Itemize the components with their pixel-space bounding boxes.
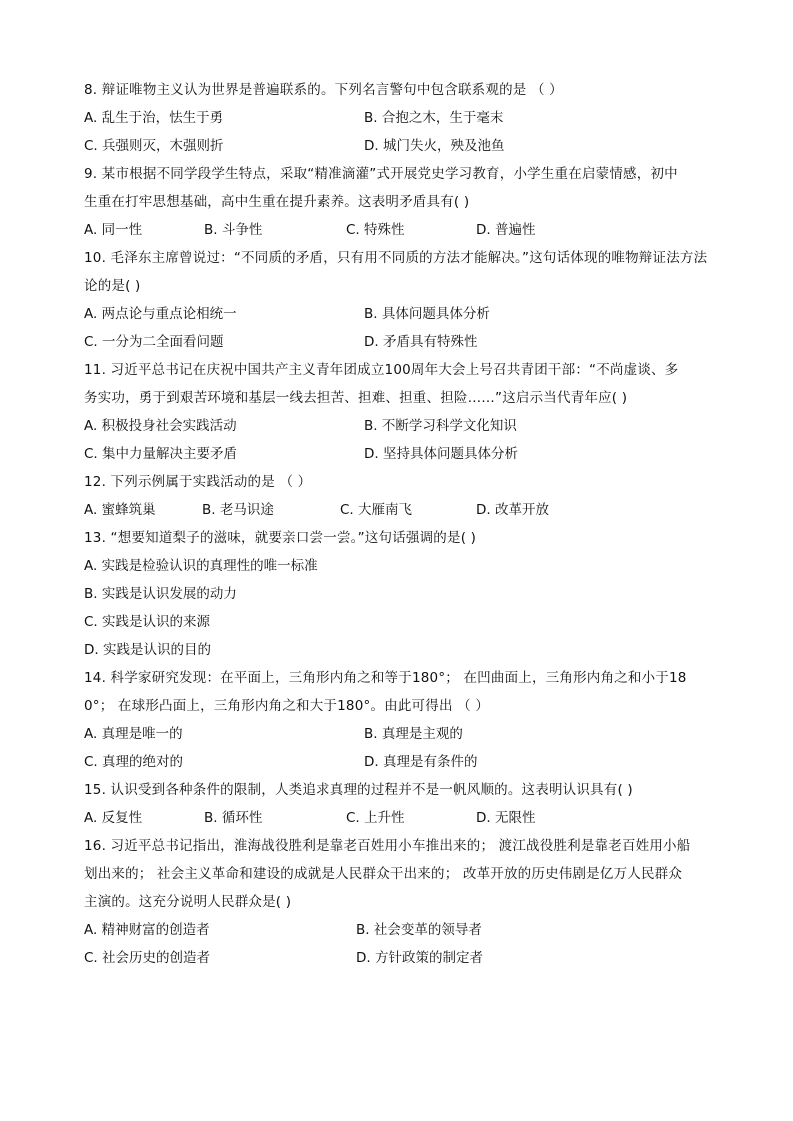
option-row	[84, 440, 724, 468]
question-15	[84, 776, 724, 832]
option-d[interactable]: D. 改革开放	[476, 502, 549, 518]
option-a[interactable]: A. 精神财富的创造者	[84, 922, 210, 938]
option-row	[84, 552, 724, 580]
option-d[interactable]: D. 无限性	[476, 810, 536, 826]
question-stem: 14. 科学家研究发现：在平面上，三角形内角之和等于180°； 在凹曲面上，三角形内角之和小于18	[84, 670, 687, 686]
option-c[interactable]: C. 兵强则灭，木强则折	[84, 138, 224, 154]
option-row	[84, 580, 724, 608]
question-11	[84, 356, 724, 468]
option-b[interactable]: B. 社会变革的领导者	[356, 922, 482, 938]
question-10	[84, 244, 724, 356]
option-c[interactable]: C. 上升性	[346, 810, 405, 826]
option-row	[84, 412, 724, 440]
option-b[interactable]: B. 不断学习科学文化知识	[364, 418, 517, 434]
question-stem: 论的是( )	[84, 278, 141, 294]
option-b[interactable]: B. 循环性	[204, 810, 263, 826]
option-a[interactable]: A. 同一性	[84, 222, 143, 238]
exam-page	[84, 76, 724, 972]
option-d[interactable]: D. 坚持具体问题具体分析	[364, 446, 518, 462]
option-b[interactable]: B. 斗争性	[204, 222, 263, 238]
option-b[interactable]: B. 具体问题具体分析	[364, 306, 490, 322]
option-d[interactable]: D. 方针政策的制定者	[356, 950, 483, 966]
option-c[interactable]: C. 真理的绝对的	[84, 754, 184, 770]
option-c[interactable]: C. 实践是认识的来源	[84, 614, 211, 630]
question-14	[84, 664, 724, 776]
option-row	[84, 132, 724, 160]
question-9	[84, 160, 724, 244]
question-stem: 9. 某市根据不同学段学生特点，采取“精准滴灌”式开展党史学习教育，小学生重在启蒙情感，初中	[84, 166, 678, 182]
option-row	[84, 104, 724, 132]
option-c[interactable]: C. 集中力量解决主要矛盾	[84, 446, 238, 462]
option-c[interactable]: C. 一分为二全面看问题	[84, 334, 224, 350]
option-a[interactable]: A. 积极投身社会实践活动	[84, 418, 237, 434]
option-row	[84, 496, 724, 524]
option-a[interactable]: A. 乱生于治，怯生于勇	[84, 110, 224, 126]
question-stem: 16. 习近平总书记指出，淮海战役胜利是靠老百姓用小车推出来的； 渡江战役胜利是靠老百姓用小船	[84, 838, 691, 854]
option-row	[84, 748, 724, 776]
option-a[interactable]: A. 蜜蜂筑巢	[84, 502, 156, 518]
question-stem: 划出来的； 社会主义革命和建设的成就是人民群众干出来的； 改革开放的历史伟剧是亿万人民群众	[84, 866, 683, 882]
option-d[interactable]: D. 普遍性	[476, 222, 536, 238]
option-d[interactable]: D. 城门失火，殃及池鱼	[364, 138, 505, 154]
question-13	[84, 524, 724, 664]
option-a[interactable]: A. 两点论与重点论相统一	[84, 306, 237, 322]
question-stem: 15. 认识受到各种条件的限制，人类追求真理的过程并不是一帆风顺的。这表明认识具有( )	[84, 782, 633, 798]
option-b[interactable]: B. 真理是主观的	[364, 726, 463, 742]
question-8	[84, 76, 724, 160]
question-12	[84, 468, 724, 524]
option-d[interactable]: D. 实践是认识的目的	[84, 642, 211, 658]
option-c[interactable]: C. 特殊性	[346, 222, 405, 238]
question-16	[84, 832, 724, 972]
option-row	[84, 944, 724, 972]
option-row	[84, 720, 724, 748]
option-row	[84, 216, 724, 244]
option-a[interactable]: A. 反复性	[84, 810, 143, 826]
option-row	[84, 916, 724, 944]
option-row	[84, 636, 724, 664]
question-stem: 主演的。这充分说明人民群众是( )	[84, 894, 292, 910]
option-b[interactable]: B. 合抱之木，生于毫末	[364, 110, 504, 126]
option-row	[84, 804, 724, 832]
option-a[interactable]: A. 真理是唯一的	[84, 726, 183, 742]
question-stem: 13. “想要知道梨子的滋味，就要亲口尝一尝。”这句话强调的是( )	[84, 530, 477, 546]
option-row	[84, 328, 724, 356]
question-stem: 务实功，勇于到艰苦环境和基层一线去担苦、担难、担重、担险……”这启示当代青年应( )	[84, 390, 628, 406]
question-stem: 8. 辩证唯物主义认为世界是普遍联系的。下列名言警句中包含联系观的是 （ ）	[84, 82, 563, 98]
option-d[interactable]: D. 矛盾具有特殊性	[364, 334, 478, 350]
option-row	[84, 608, 724, 636]
option-row	[84, 300, 724, 328]
question-stem: 10. 毛泽东主席曾说过：“不同质的矛盾，只有用不同质的方法才能解决。”这句话体现的唯物辩证法方法	[84, 250, 708, 266]
option-b[interactable]: B. 老马识途	[202, 502, 274, 518]
option-c[interactable]: C. 大雁南飞	[340, 502, 413, 518]
option-b[interactable]: B. 实践是认识发展的动力	[84, 586, 237, 602]
question-stem: 11. 习近平总书记在庆祝中国共产主义青年团成立100周年大会上号召共青团干部：“不尚虚谈、多	[84, 362, 679, 378]
option-c[interactable]: C. 社会历史的创造者	[84, 950, 211, 966]
option-a[interactable]: A. 实践是检验认识的真理性的唯一标准	[84, 558, 318, 574]
question-stem: 0°； 在球形凸面上，三角形内角之和大于180°。由此可得出 （ ）	[84, 698, 490, 714]
question-stem: 生重在打牢思想基础，高中生重在提升素养。这表明矛盾具有( )	[84, 194, 470, 210]
question-stem: 12. 下列示例属于实践活动的是 （ ）	[84, 474, 312, 490]
option-d[interactable]: D. 真理是有条件的	[364, 754, 478, 770]
